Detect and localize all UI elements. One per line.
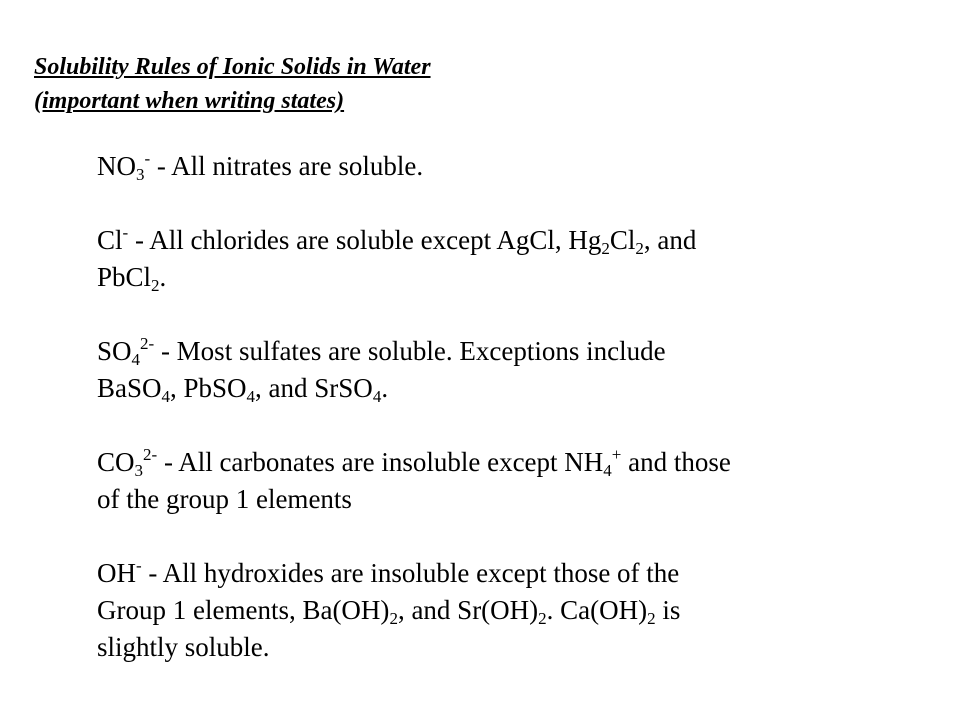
rule-text: - Most sulfates are soluble. Exceptions include	[154, 336, 666, 366]
ion-subscript: 4	[131, 350, 141, 369]
rule-carbonate-line-1	[97, 444, 897, 481]
heading-subtitle: (important when writing states)	[34, 88, 345, 114]
ion-symbol: NO	[97, 151, 136, 181]
document-heading	[34, 50, 431, 118]
rule-text: Group 1 elements, Ba(OH)	[97, 595, 390, 625]
rule-text: PbCl	[97, 262, 152, 292]
rule-text: - All chlorides are soluble except AgCl, Hg	[128, 225, 602, 255]
subscript: 4	[372, 387, 382, 406]
rule-chloride-line-2	[97, 259, 897, 296]
rule-text: - All hydroxides are insoluble except those of the	[141, 558, 680, 588]
rule-text: BaSO	[97, 373, 162, 403]
rule-chloride-line-1	[97, 222, 897, 259]
rule-text: of the group 1 elements	[97, 484, 352, 514]
ion-subscript: 3	[136, 165, 145, 184]
subscript: 2	[601, 239, 610, 258]
rule-text: is	[655, 595, 681, 625]
rule-text: , and Sr(OH)	[397, 595, 539, 625]
ion-symbol: Cl	[97, 225, 123, 255]
ion-symbol: SO	[97, 336, 132, 366]
ion-charge: -	[122, 223, 129, 242]
subscript: 2	[538, 609, 547, 628]
rule-text: . Ca(OH)	[546, 595, 648, 625]
subscript: 2	[635, 239, 644, 258]
rule-text: .	[381, 373, 389, 403]
rule-carbonate-line-2	[97, 481, 897, 518]
rule-text: , and SrSO	[255, 373, 373, 403]
superscript: +	[611, 445, 622, 464]
subscript: 2	[151, 276, 160, 295]
rule-text: - All nitrates are soluble.	[150, 151, 424, 181]
subscript: 4	[161, 387, 171, 406]
ion-symbol: OH	[97, 558, 136, 588]
rule-text: - All carbonates are insoluble except NH	[157, 447, 604, 477]
ion-symbol: CO	[97, 447, 135, 477]
rule-text: Cl	[609, 225, 636, 255]
rule-nitrate	[97, 148, 897, 185]
ion-charge: 2-	[140, 334, 155, 353]
subscript: 4	[246, 387, 256, 406]
rule-text: and those	[621, 447, 731, 477]
rule-hydroxide	[97, 555, 897, 666]
rule-text: , and	[643, 225, 697, 255]
rule-hydroxide-line-1	[97, 555, 897, 592]
rule-hydroxide-line-3	[97, 629, 897, 666]
ion-charge: -	[144, 149, 151, 168]
solubility-rules	[97, 148, 897, 666]
subscript: 2	[389, 609, 398, 628]
ion-charge: -	[136, 556, 142, 575]
ion-subscript: 3	[134, 461, 144, 480]
rule-text: slightly soluble.	[97, 632, 270, 662]
rule-sulfate-line-1	[97, 333, 897, 370]
rule-sulfate	[97, 333, 897, 407]
heading-title: Solubility Rules of Ionic Solids in Water	[34, 54, 431, 80]
rule-nitrate-line-1	[97, 148, 897, 185]
rule-carbonate	[97, 444, 897, 518]
rule-hydroxide-line-2	[97, 592, 897, 629]
ion-charge: 2-	[143, 445, 158, 464]
rule-chloride	[97, 222, 897, 296]
rule-text: .	[159, 262, 167, 292]
rule-text: , PbSO	[170, 373, 247, 403]
rule-sulfate-line-2	[97, 370, 897, 407]
subscript: 2	[647, 609, 656, 628]
subscript: 4	[603, 461, 612, 480]
